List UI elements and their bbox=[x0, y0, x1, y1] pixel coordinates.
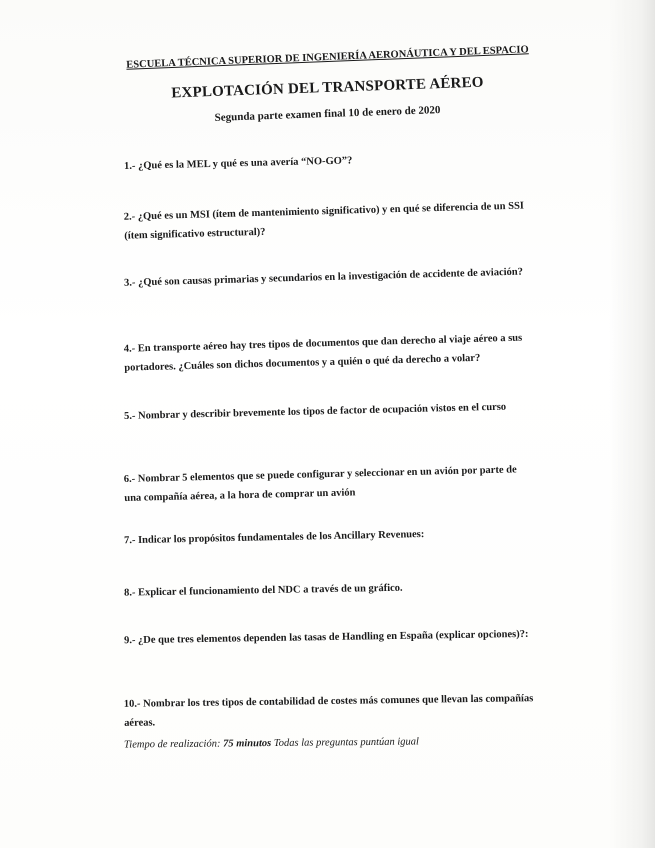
exam-footer bbox=[124, 736, 419, 750]
question-5: 5.- Nombrar y describir brevemente los tipos de factor de ocupación vistos en el curso bbox=[123, 401, 507, 423]
time-value: 75 minutos bbox=[223, 738, 272, 750]
question-4: 4.- En transporte aéreo hay tres tipos de documentos que dan derecho al viaje aéreo a sus portadores. ¿Cuáles son dichos documentos y a quién o qué da derecho a volar? bbox=[123, 332, 523, 374]
question-9: 9.- ¿De que tres elementos dependen las tasas de Handling en España (explicar opciones)?: bbox=[123, 628, 529, 647]
question-8: 8.- Explicar el funcionamiento del NDC a través de un gráfico. bbox=[123, 582, 403, 599]
scoring-note: Todas las preguntas puntúan igual bbox=[273, 736, 419, 749]
question-1: 1.- ¿Qué es la MEL y qué es una avería “NO-GO”? bbox=[123, 155, 353, 173]
question-6: 6.- Nombrar 5 elementos que se puede configurar y seleccionar en un avión por parte de una compañía aérea, a la hora de comprar un avión bbox=[123, 464, 517, 505]
question-10: 10.- Nombrar los tres tipos de contabilidad de costes más comunes que llevan las compañías aéreas. bbox=[123, 693, 534, 729]
page-edge-shadow bbox=[609, 0, 655, 848]
question-2: 2.- ¿Qué es un MSI (ítem de mantenimiento significativo) y en qué se diferencia de un SSI (ítem significativo estructural)? bbox=[123, 200, 525, 242]
course-title: EXPLOTACIÓN DEL TRANSPORTE AÉREO bbox=[171, 74, 484, 102]
time-label: Tiempo de realización: bbox=[123, 738, 221, 751]
exam-subtitle: Segunda parte examen final 10 de enero de 2020 bbox=[214, 104, 441, 124]
question-7: 7.- Indicar los propósitos fundamentales de los Ancillary Revenues: bbox=[123, 529, 425, 547]
school-name: ESCUELA TÉCNICA SUPERIOR DE INGENIERÍA AERONÁUTICA Y DEL ESPACIO bbox=[126, 44, 529, 71]
question-3: 3.- ¿Qué son causas primarias y secundarios en la investigación de accidente de aviación? bbox=[123, 266, 524, 289]
